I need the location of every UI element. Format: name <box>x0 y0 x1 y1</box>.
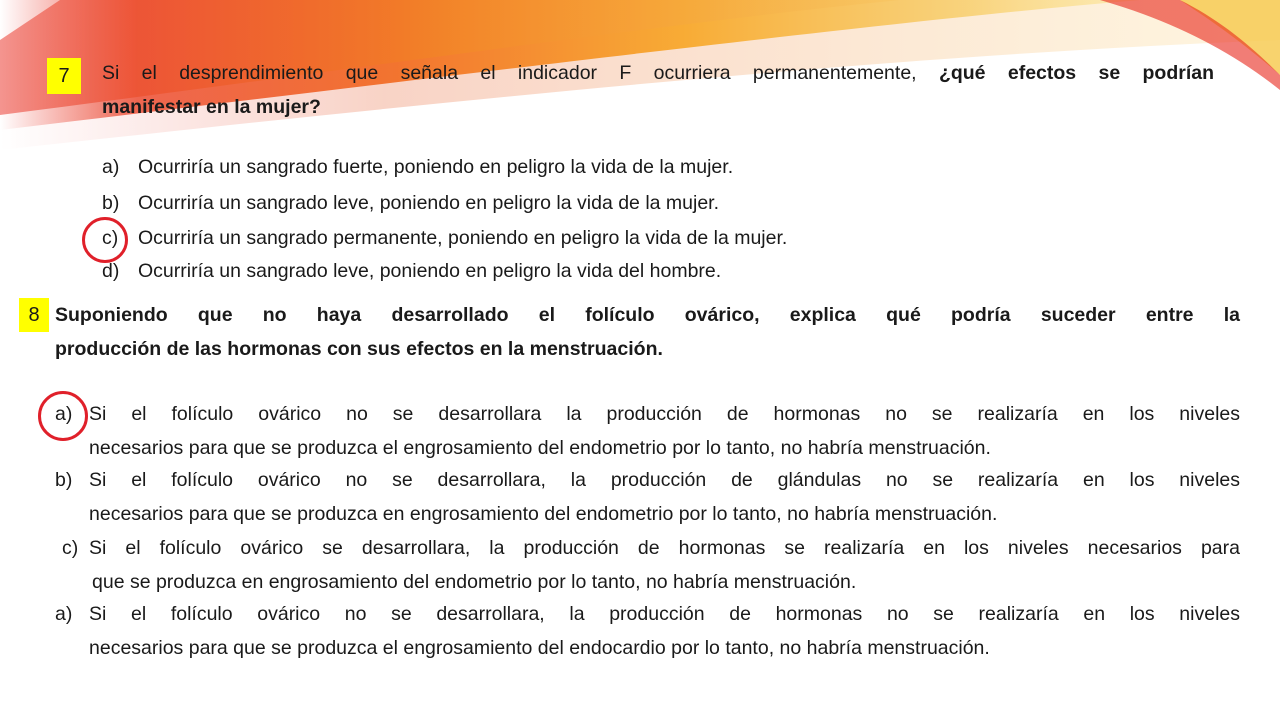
option-text-line1: Si el folículo ovárico no se desarrollara la producción de hormonas no se realizaría en los niveles <box>89 403 1240 425</box>
question-8-bold-line1: Suponiendo que no haya desarrollado el folículo ovárico, explica qué podría suceder entre la <box>55 304 1240 326</box>
question-7-bold-part: ¿qué efectos se podrían <box>938 62 1214 84</box>
answer-circle-7 <box>82 217 128 263</box>
option-label: a) <box>55 603 73 625</box>
option-text: Ocurriría un sangrado permanente, poniendo en peligro la vida de la mujer. <box>138 227 788 249</box>
question-7-bold-line2: manifestar en la mujer? <box>102 96 321 118</box>
option-7a[interactable] <box>102 156 733 179</box>
option-7b[interactable] <box>102 192 719 215</box>
answer-circle-8 <box>38 391 88 441</box>
option-label: a) <box>55 403 73 425</box>
option-text: Ocurriría un sangrado leve, poniendo en peligro la vida de la mujer. <box>138 192 720 214</box>
option-text: Ocurriría un sangrado leve, poniendo en peligro la vida del hombre. <box>138 260 722 282</box>
option-text-line1: Si el folículo ovárico no se desarrollara, la producción de glándulas no se realizaría en los niveles <box>89 469 1240 491</box>
option-text-line2: que se produzca en engrosamiento del endometrio por lo tanto, no habría menstruación. <box>92 571 857 593</box>
option-text-line1: Si el folículo ovárico no se desarrollara, la producción de hormonas no se realizaría en los niveles <box>89 603 1240 625</box>
option-8a[interactable] <box>55 397 1240 465</box>
option-7d[interactable] <box>102 260 721 283</box>
option-7c[interactable] <box>102 227 787 250</box>
option-8c[interactable] <box>62 531 1240 599</box>
option-8d[interactable] <box>55 597 1240 665</box>
question-7-text-part: Si el desprendimiento que señala el indicador F ocurriera permanentemente, <box>102 62 917 84</box>
question-8-line2 <box>55 332 1240 366</box>
question-number-badge: 7 <box>47 58 81 94</box>
question-7-text <box>102 56 1214 90</box>
option-label: c) <box>62 537 79 559</box>
option-text-line2: necesarios para que se produzca el engrosamiento del endocardio por lo tanto, no habría menstruación. <box>89 637 990 659</box>
question-8-line1 <box>55 298 1240 332</box>
option-label: a) <box>102 156 120 178</box>
option-label: c) <box>102 227 119 249</box>
question-7-text-line2 <box>102 90 321 124</box>
option-8b[interactable] <box>55 463 1240 531</box>
option-text-line2: necesarios para que se produzca el engrosamiento del endometrio por lo tanto, no habría menstruación. <box>89 437 991 459</box>
option-label: b) <box>102 192 120 214</box>
option-text-line1: Si el folículo ovárico se desarrollara, la producción de hormonas se realizaría en los niveles necesarios para <box>89 537 1240 559</box>
option-label: b) <box>55 469 73 491</box>
option-label: d) <box>102 260 120 282</box>
question-8-bold-line2: producción de las hormonas con sus efectos en la menstruación. <box>55 338 663 360</box>
question-8-text <box>55 298 1240 366</box>
option-text-line2: necesarios para que se produzca en engrosamiento del endometrio por lo tanto, no habría menstruación. <box>89 503 998 525</box>
option-text: Ocurriría un sangrado fuerte, poniendo en peligro la vida de la mujer. <box>138 156 734 178</box>
question-number-badge: 8 <box>19 298 49 332</box>
